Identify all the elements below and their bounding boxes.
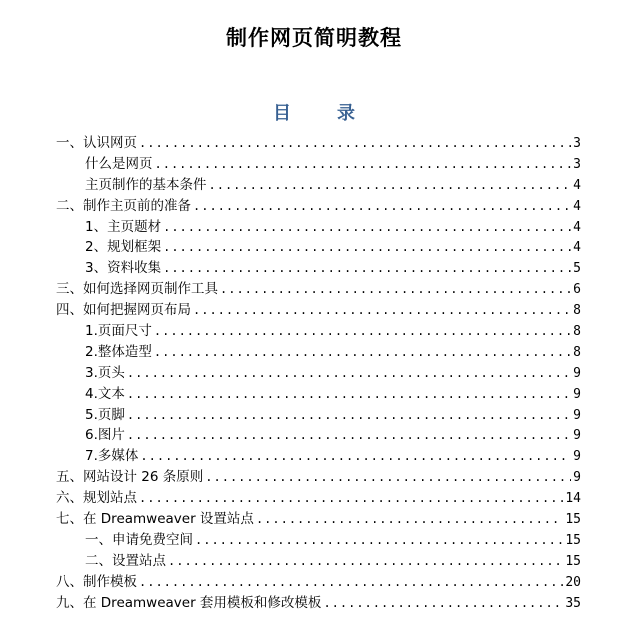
toc-entry[interactable]	[56, 528, 581, 549]
toc-entry-label: 八、制作模板	[56, 573, 137, 590]
toc-leader-dots	[323, 596, 563, 610]
toc-entry-label: 6.图片	[85, 427, 125, 444]
toc-heading-right: 录	[337, 103, 355, 124]
toc-leader-dots	[139, 136, 571, 150]
toc-entry[interactable]	[56, 507, 581, 528]
toc-entry[interactable]	[56, 194, 581, 215]
toc-entry-page: 9	[573, 428, 581, 444]
toc-entry-page: 4	[573, 177, 581, 193]
toc-entry-label: 1、主页题材	[85, 218, 162, 235]
toc-leader-dots	[127, 366, 571, 380]
toc-leader-dots	[154, 345, 571, 359]
toc-entry-label: 4.文本	[85, 385, 125, 402]
toc-entry-label: 1.页面尺寸	[85, 323, 152, 340]
toc-leader-dots	[139, 491, 563, 505]
document-title: 制作网页简明教程	[226, 26, 402, 50]
toc-entry-page: 9	[573, 365, 581, 381]
toc-entry-page: 4	[573, 198, 581, 214]
toc-leader-dots	[205, 470, 571, 484]
toc-entry-label: 四、如何把握网页布局	[56, 302, 191, 319]
toc-entry[interactable]	[56, 382, 581, 403]
toc-entry-label: 六、规划站点	[56, 490, 137, 507]
toc-entry-label: 五、网站设计 26 条原则	[56, 469, 204, 486]
toc-leader-dots	[209, 178, 572, 192]
toc-entry[interactable]	[56, 465, 581, 486]
toc-leader-dots	[154, 324, 571, 338]
toc-entry[interactable]	[56, 340, 581, 361]
toc-leader-dots	[140, 449, 571, 463]
toc-entry-page: 3	[573, 136, 581, 151]
toc-entry-page: 8	[573, 303, 581, 319]
toc-leader-dots	[155, 157, 572, 171]
toc-leader-dots	[127, 428, 571, 442]
toc-entry-page: 35	[565, 595, 581, 611]
toc-leader-dots	[193, 199, 571, 213]
toc-entry-page: 20	[565, 574, 581, 590]
toc-entry-page: 15	[565, 532, 581, 548]
toc-entry[interactable]	[56, 570, 581, 591]
toc-entry-label: 三、如何选择网页制作工具	[56, 281, 218, 298]
toc-entry-label: 3.页头	[85, 364, 125, 381]
toc-entry-label: 2、规划框架	[85, 239, 162, 256]
toc-entry-label: 九、在 Dreamweaver 套用模板和修改模板	[56, 594, 322, 611]
toc-entry[interactable]	[56, 256, 581, 277]
toc-entry-page: 8	[573, 344, 581, 360]
toc-entry-page: 9	[573, 407, 581, 423]
toc-entry-page: 9	[573, 449, 581, 465]
toc-entry-label: 2.整体造型	[85, 343, 152, 360]
toc-entry[interactable]	[56, 298, 581, 319]
toc-entry-page: 9	[573, 386, 581, 402]
toc-entry[interactable]	[56, 403, 581, 424]
toc-entry-label: 二、制作主页前的准备	[56, 197, 191, 214]
toc-entry[interactable]	[56, 591, 581, 612]
toc-leader-dots	[168, 554, 563, 568]
toc-entry-page: 3	[573, 156, 581, 172]
toc-entry-page: 15	[565, 553, 581, 569]
toc-entry-label: 主页制作的基本条件	[85, 176, 207, 193]
toc-entry-label: 七、在 Dreamweaver 设置站点	[56, 511, 254, 528]
toc-entry-page: 9	[573, 470, 581, 486]
toc-entry[interactable]	[56, 361, 581, 382]
toc-leader-dots	[139, 575, 563, 589]
toc-entry[interactable]	[56, 235, 581, 256]
toc-entry-page: 4	[573, 219, 581, 235]
toc-leader-dots	[193, 303, 571, 317]
toc-entry[interactable]	[56, 173, 581, 194]
toc-entry-label: 什么是网页	[85, 155, 153, 172]
toc-entry-page: 8	[573, 324, 581, 340]
toc-leader-dots	[256, 512, 563, 526]
toc-leader-dots	[163, 240, 571, 254]
toc-entry[interactable]	[56, 152, 581, 173]
toc-entry[interactable]	[56, 549, 581, 570]
table-of-contents	[56, 131, 581, 611]
toc-leader-dots	[127, 408, 571, 422]
toc-entry[interactable]	[56, 131, 581, 152]
toc-entry-label: 一、申请免费空间	[85, 531, 193, 548]
toc-leader-dots	[163, 220, 571, 234]
toc-entry-page: 6	[573, 282, 581, 298]
toc-entry-page: 15	[565, 512, 581, 528]
toc-entry[interactable]	[56, 215, 581, 236]
toc-entry[interactable]	[56, 277, 581, 298]
toc-entry-page: 14	[565, 491, 581, 507]
toc-leader-dots	[195, 533, 563, 547]
toc-entry[interactable]	[56, 486, 581, 507]
toc-heading	[0, 99, 628, 125]
toc-entry-label: 5.页脚	[85, 406, 125, 423]
toc-leader-dots	[220, 282, 571, 296]
toc-entry-page: 4	[573, 240, 581, 256]
toc-entry[interactable]	[56, 319, 581, 340]
toc-entry-label: 7.多媒体	[85, 448, 139, 465]
toc-entry-label: 一、认识网页	[56, 135, 137, 151]
toc-entry[interactable]	[56, 444, 581, 465]
toc-leader-dots	[163, 261, 571, 275]
toc-entry-page: 5	[573, 261, 581, 277]
toc-entry[interactable]	[56, 423, 581, 444]
toc-entry-label: 二、设置站点	[85, 552, 166, 569]
toc-leader-dots	[127, 387, 571, 401]
toc-heading-left: 目	[273, 103, 291, 124]
toc-entry-label: 3、资料收集	[85, 260, 162, 277]
